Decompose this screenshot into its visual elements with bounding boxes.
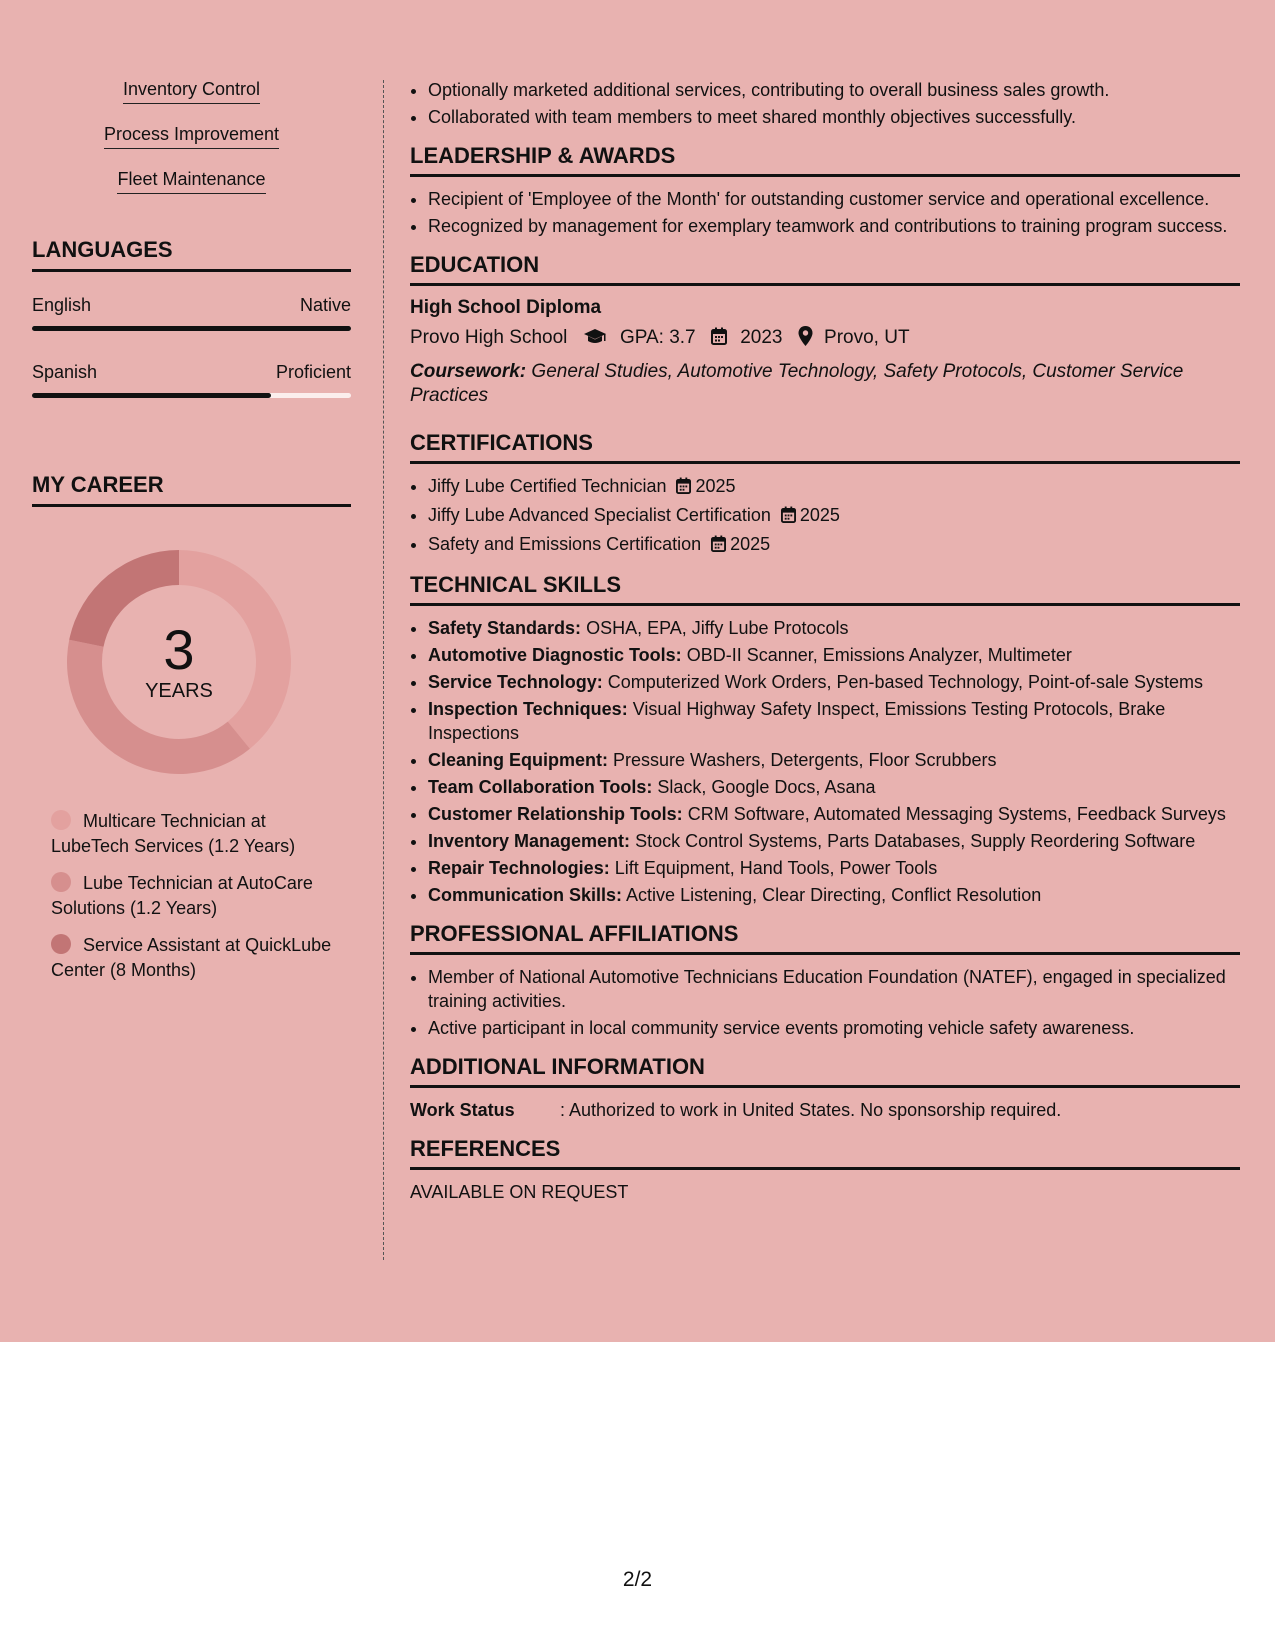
career-legend-label: Lube Technician at AutoCare Solutions (1.2 Years) — [51, 873, 313, 918]
language-bar-fill — [32, 326, 351, 331]
education-details — [410, 326, 1240, 353]
skill-tag-label: Fleet Maintenance — [117, 168, 265, 194]
career-legend-item — [51, 809, 341, 859]
education-coursework — [410, 360, 1240, 408]
map-pin-icon — [798, 326, 813, 353]
calendar-icon — [711, 534, 726, 558]
skill-category: Customer Relationship Tools: — [428, 804, 683, 824]
donut-center — [66, 549, 292, 775]
main-column — [410, 78, 1240, 1204]
skill-category: Communication Skills: — [428, 885, 623, 905]
technical-skill-item — [428, 856, 1240, 880]
skill-category: Inventory Management: — [428, 831, 631, 851]
languages-heading: LANGUAGES — [32, 237, 351, 272]
work-status-value: : Authorized to work in United States. No sponsorship required. — [560, 1100, 1062, 1120]
education-school: Provo High School — [410, 327, 568, 348]
career-donut-chart — [66, 549, 292, 775]
page-number: 2/2 — [622, 1568, 653, 1591]
technical-skill-item — [428, 616, 1240, 640]
skill-values: Pressure Washers, Detergents, Floor Scrubbers — [613, 750, 997, 770]
education-degree: High School Diploma — [410, 297, 602, 318]
career-legend-label: Multicare Technician at LubeTech Services (1.2 Years) — [51, 811, 296, 856]
leadership-heading: LEADERSHIP & AWARDS — [410, 143, 1240, 177]
calendar-icon — [676, 476, 691, 500]
legend-dot — [51, 872, 71, 892]
experience-bullet: • Collaborated with team members to meet shared monthly objectives successfully. — [428, 105, 1240, 129]
skill-values: Slack, Google Docs, Asana — [657, 777, 876, 797]
references-heading: REFERENCES — [410, 1136, 1240, 1170]
language-level: Native — [299, 295, 351, 315]
language-entry — [32, 294, 351, 331]
skill-values: Computerized Work Orders, Pen-based Technology, Point-of-sale Systems — [607, 672, 1203, 692]
sidebar — [32, 78, 351, 995]
education-heading: EDUCATION — [410, 252, 1240, 286]
technical-skill-item — [428, 748, 1240, 772]
language-bar — [32, 393, 351, 398]
career-total-unit: YEARS — [145, 680, 213, 702]
skill-tag-label: Process Improvement — [104, 123, 279, 149]
references-text: AVAILABLE ON REQUEST — [410, 1182, 629, 1202]
skill-values: Active Listening, Clear Directing, Conflict Resolution — [626, 885, 1042, 905]
career-total-number: 3 — [163, 618, 195, 681]
certification-name: Jiffy Lube Certified Technician — [428, 476, 667, 496]
skill-tag-label: Inventory Control — [123, 78, 260, 104]
column-divider — [383, 80, 384, 1260]
experience-bullets — [410, 78, 1240, 129]
education-location: Provo, UT — [824, 327, 910, 348]
career-heading: MY CAREER — [32, 472, 351, 507]
technical-skill-item — [428, 829, 1240, 853]
language-bar — [32, 326, 351, 331]
career-legend — [51, 809, 351, 983]
language-level: Proficient — [275, 362, 351, 382]
certifications-heading: CERTIFICATIONS — [410, 430, 1240, 464]
language-bar-fill — [32, 393, 271, 398]
coursework-text: General Studies, Automotive Technology, Safety Protocols, Customer Service Practices — [410, 361, 1184, 406]
technical-skill-item — [428, 697, 1240, 745]
skill-values: Lift Equipment, Hand Tools, Power Tools — [614, 858, 938, 878]
language-entry — [32, 361, 351, 398]
technical-skill-item — [428, 643, 1240, 667]
affiliations-list — [410, 965, 1240, 1040]
legend-dot — [51, 934, 71, 954]
certification-name: Jiffy Lube Advanced Specialist Certification — [428, 505, 771, 525]
technical-skills-list — [410, 616, 1240, 907]
skill-category: Automotive Diagnostic Tools: — [428, 645, 682, 665]
affiliations-heading: PROFESSIONAL AFFILIATIONS — [410, 921, 1240, 955]
leadership-bullet: • Recognized by management for exemplary teamwork and contributions to training program success. — [428, 214, 1240, 238]
coursework-label: Coursework: — [410, 361, 527, 382]
calendar-icon — [711, 327, 727, 352]
career-legend-item — [51, 871, 341, 921]
education-gpa: GPA: 3.7 — [619, 327, 696, 348]
legend-dot — [51, 810, 71, 830]
technical-skills-heading: TECHNICAL SKILLS — [410, 572, 1240, 606]
certification-year: 2025 — [730, 534, 771, 554]
career-legend-item — [51, 933, 341, 983]
experience-bullet: • Optionally marketed additional services, contributing to overall business sales growth. — [428, 78, 1240, 102]
work-status-row — [410, 1098, 1240, 1122]
certification-item — [428, 474, 1240, 500]
skill-category: Team Collaboration Tools: — [428, 777, 653, 797]
additional-info-heading: ADDITIONAL INFORMATION — [410, 1054, 1240, 1088]
skill-category: Service Technology: — [428, 672, 603, 692]
affiliation-bullet: • Active participant in local community service events promoting vehicle safety awareness. — [428, 1016, 1240, 1040]
skill-category: Safety Standards: — [428, 618, 582, 638]
skill-category: Inspection Techniques: — [428, 699, 628, 719]
skill-values: CRM Software, Automated Messaging Systems, Feedback Surveys — [687, 804, 1226, 824]
language-name: English — [32, 295, 92, 315]
skill-tag — [32, 168, 351, 213]
skill-values: OBD-II Scanner, Emissions Analyzer, Multimeter — [686, 645, 1072, 665]
skill-values: Stock Control Systems, Parts Databases, Supply Reordering Software — [635, 831, 1196, 851]
skill-tag — [32, 78, 351, 123]
technical-skill-item — [428, 775, 1240, 799]
technical-skill-item — [428, 883, 1240, 907]
technical-skill-item — [428, 670, 1240, 694]
calendar-icon — [781, 505, 796, 529]
leadership-bullets — [410, 187, 1240, 238]
affiliation-bullet: • Member of National Automotive Technicians Education Foundation (NATEF), engaged in specialized training activities. — [428, 965, 1240, 1013]
skill-category: Repair Technologies: — [428, 858, 610, 878]
work-status-label: Work Status — [410, 1100, 515, 1120]
certification-item — [428, 503, 1240, 529]
certification-item — [428, 532, 1240, 558]
certifications-list — [410, 474, 1240, 558]
language-name: Spanish — [32, 362, 98, 382]
leadership-bullet: • Recipient of 'Employee of the Month' for outstanding customer service and operational excellence. — [428, 187, 1240, 211]
graduation-cap-icon — [583, 328, 607, 353]
skill-values: Visual Highway Safety Inspect, Emissions Testing Protocols, Brake Inspections — [428, 699, 1166, 743]
education-year: 2023 — [740, 327, 783, 348]
technical-skill-item — [428, 802, 1240, 826]
skill-category: Cleaning Equipment: — [428, 750, 608, 770]
certification-year: 2025 — [799, 505, 840, 525]
certification-name: Safety and Emissions Certification — [428, 534, 702, 554]
career-legend-label: Service Assistant at QuickLube Center (8 Months) — [51, 935, 332, 980]
skill-tag — [32, 123, 351, 168]
certification-year: 2025 — [695, 476, 736, 496]
skill-values: OSHA, EPA, Jiffy Lube Protocols — [586, 618, 849, 638]
